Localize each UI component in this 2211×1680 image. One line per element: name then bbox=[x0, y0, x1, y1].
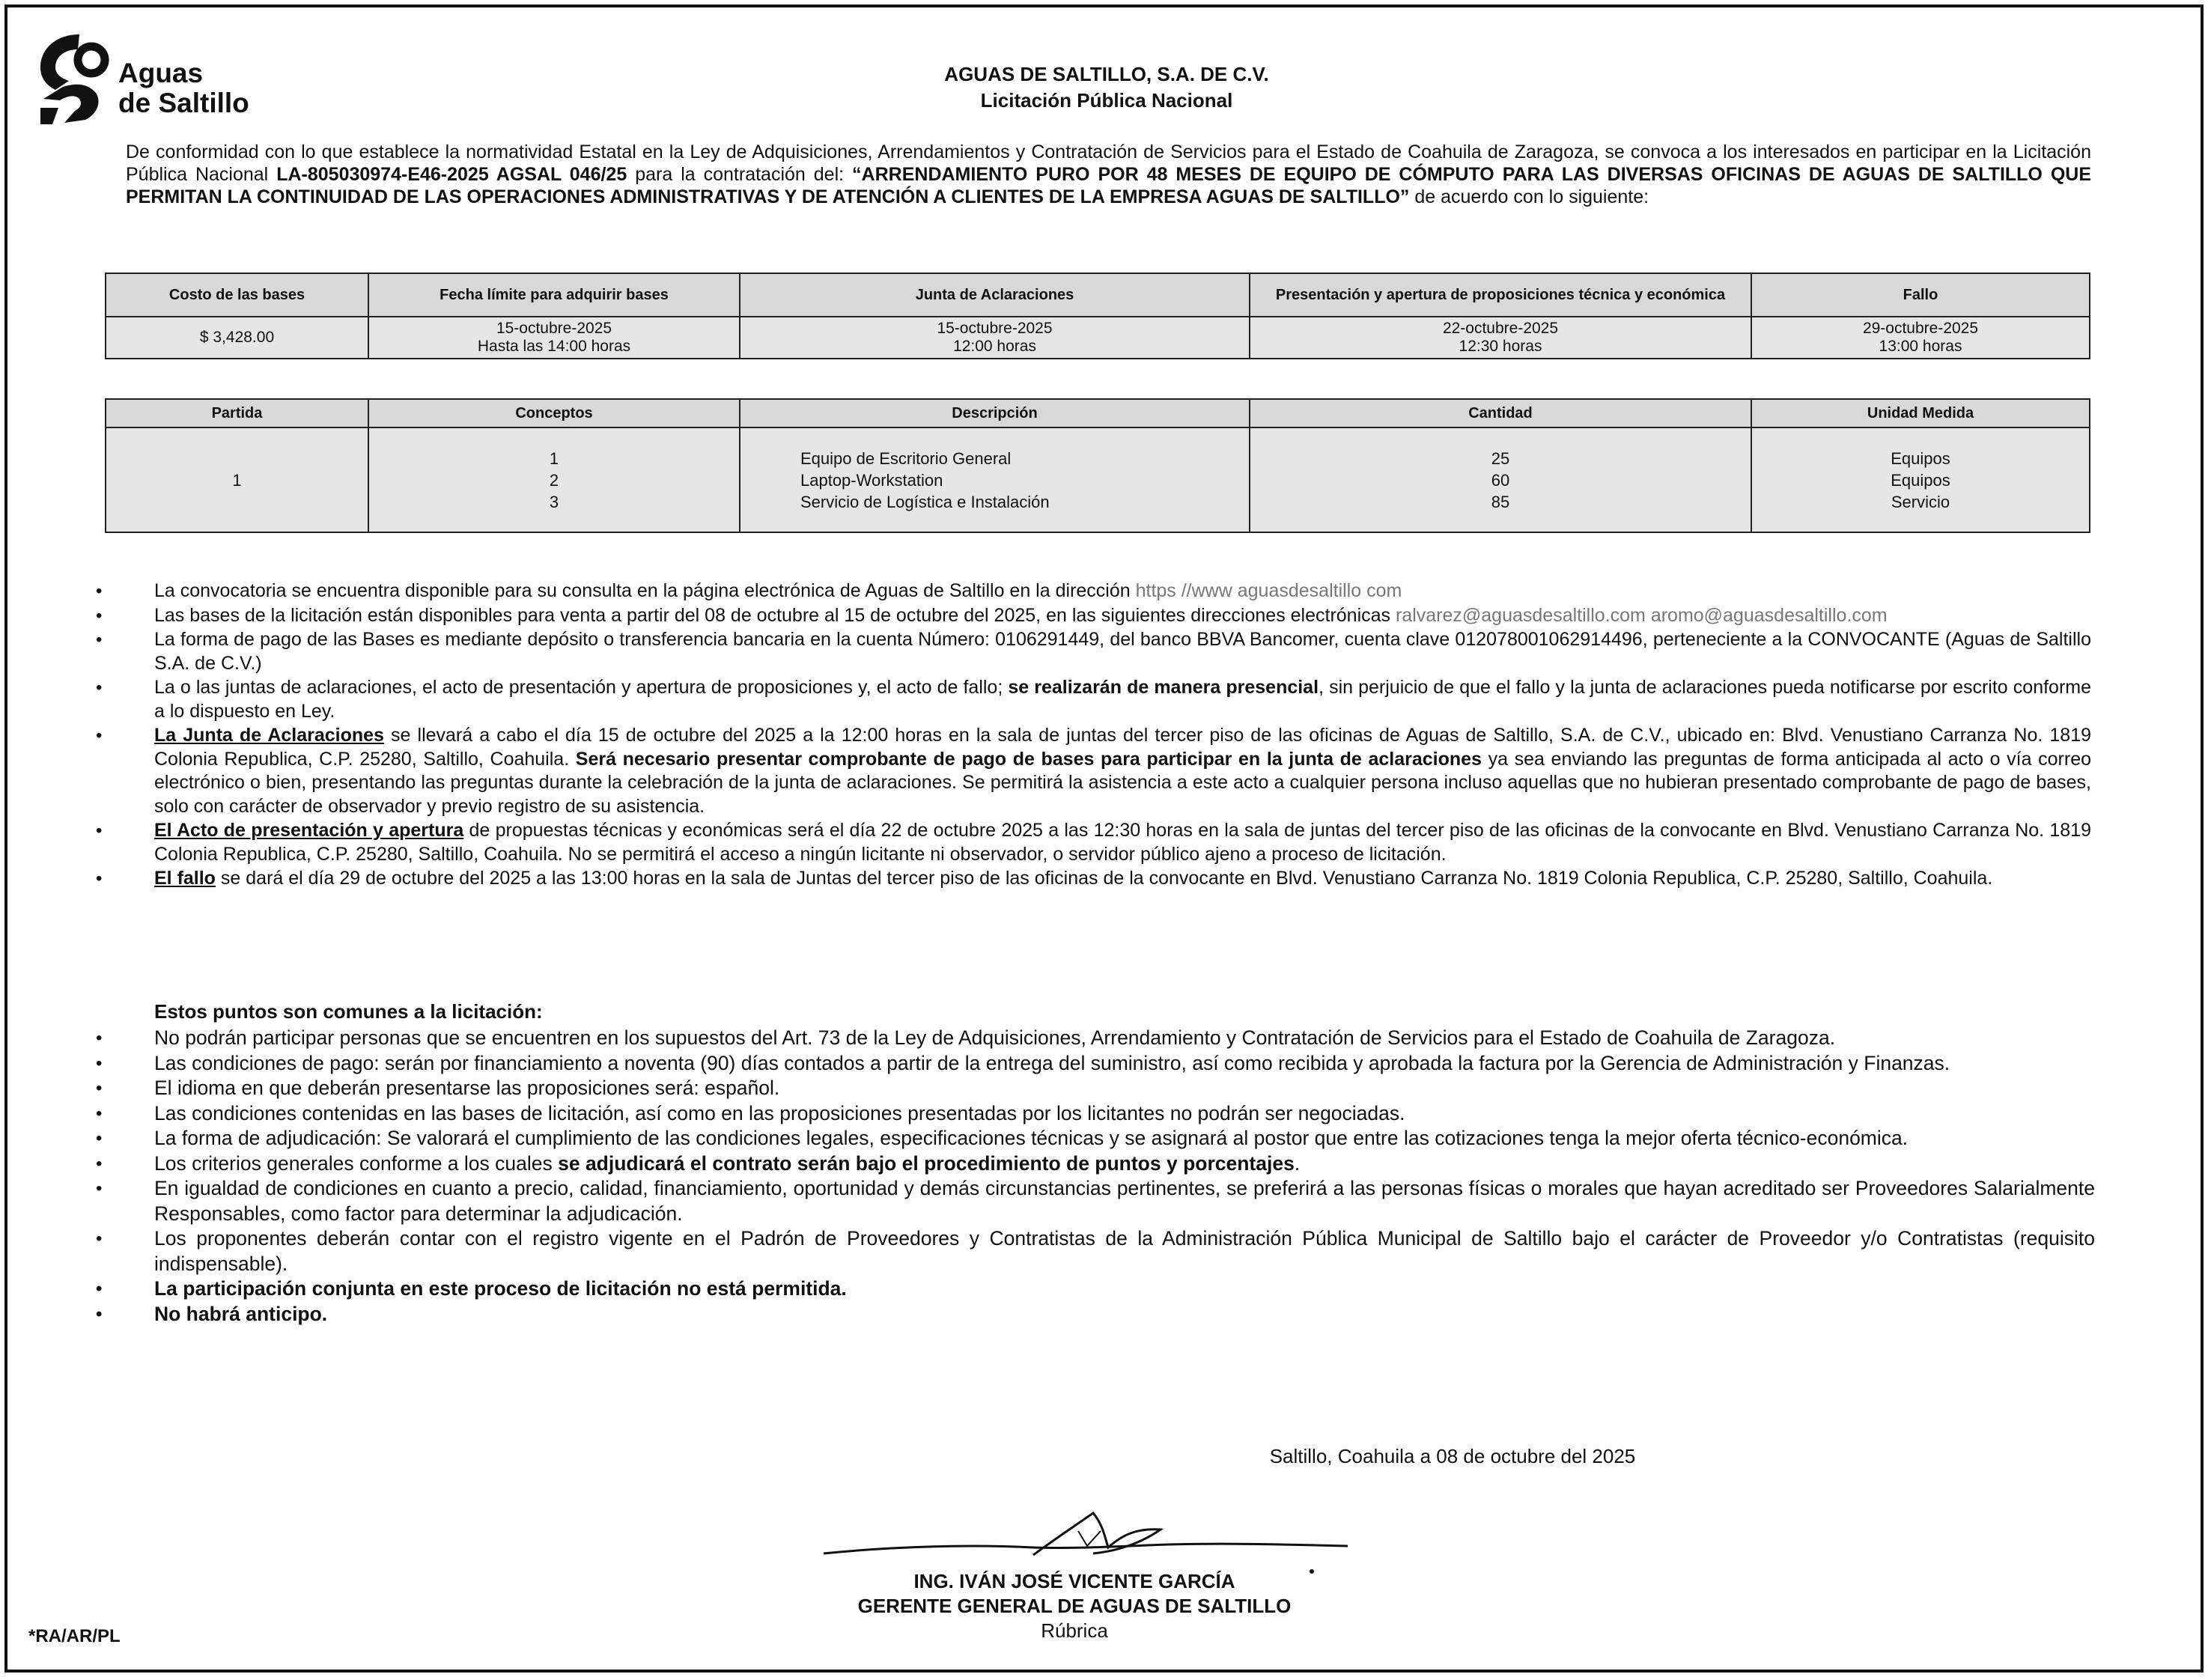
list-item: • El idioma en que deberán presentarse las proposiciones será: español. bbox=[96, 1076, 2095, 1101]
common-points-title: Estos puntos son comunes a la licitación: bbox=[154, 1000, 543, 1023]
header-costo: Costo de las bases bbox=[106, 273, 368, 317]
signer-title: GERENTE GENERAL DE AGUAS DE SALTILLO bbox=[857, 1595, 1292, 1617]
list-item: • La forma de adjudicación: Se valorará el cumplimiento de las condiciones legales, especificaciones técnicas y se asignará al postor que entre las cotizaciones tenga la mejor oferta técnico-económica. bbox=[96, 1126, 2095, 1151]
list-item bbox=[96, 1151, 2095, 1177]
bullet-text: se llevará a cabo el día 15 de octubre del 2025 a la 12:00 horas en la sala de juntas del tercer piso de las oficinas de Aguas de Saltillo, S.A. de C.V., ubicado en: Blvd. Venustiano Carranza No. 1819 Colonia Republica, C.P. 25280, Saltillo, Coahuila. bbox=[154, 725, 2092, 770]
schedule-table bbox=[105, 273, 2090, 359]
bullet-heading: El Acto de presentación y apertura bbox=[154, 820, 464, 841]
items-table bbox=[105, 398, 2090, 533]
intro-paragraph bbox=[126, 141, 2091, 208]
email-link-ralvarez[interactable]: ralvarez@aguasdesaltillo.com bbox=[1395, 604, 1646, 626]
bullet-text: La convocatoria se encuentra disponible para su consulta en la página electrónica de Aguas de Saltillo en la dirección bbox=[154, 580, 1136, 601]
intro-text-3: de acuerdo con lo siguiente: bbox=[1409, 186, 1649, 207]
unidad-3: Servicio bbox=[1891, 492, 1950, 511]
schedule-header-row bbox=[106, 273, 2090, 317]
logo-wordmark bbox=[118, 58, 249, 118]
list-item bbox=[96, 867, 2091, 891]
header-partida: Partida bbox=[106, 399, 368, 427]
email-link-aromo[interactable]: aromo@aguasdesaltillo.com bbox=[1650, 604, 1888, 626]
bullet-text: Los criterios generales conforme a los cuales bbox=[154, 1151, 559, 1175]
descripcion-2: Laptop-Workstation bbox=[800, 470, 943, 490]
document-header bbox=[725, 61, 1488, 114]
signer-name: ING. IVÁN JOSÉ VICENTE GARCÍA bbox=[913, 1570, 1235, 1592]
cell-cantidad bbox=[1250, 427, 1751, 532]
cantidad-3: 85 bbox=[1491, 492, 1510, 511]
bullet-text: . bbox=[1294, 1151, 1301, 1175]
header-cantidad: Cantidad bbox=[1250, 399, 1751, 427]
cantidad-1: 25 bbox=[1491, 448, 1510, 468]
logo-line-1: Aguas bbox=[118, 58, 204, 88]
cell-descripcion bbox=[740, 427, 1250, 532]
company-name: AGUAS DE SALTILLO, S.A. DE C.V. bbox=[944, 63, 1269, 85]
list-item: • No habrá anticipo. bbox=[96, 1302, 2095, 1327]
cell-fallo bbox=[1751, 317, 2090, 359]
list-item: • En igualdad de condiciones en cuanto a precio, calidad, financiamiento, oportunidad y demás circunstancias pertinentes, se preferirá a las personas físicas o morales que hayan acreditado ser Proveedores Salarialmente Responsables, como factor para determinar la adjudicación. bbox=[96, 1176, 2095, 1226]
list-item: • La forma de pago de las Bases es mediante depósito o transferencia bancaria en la cuenta Número: 0106291449, del banco BBVA Bancomer, cuenta clave 012078001062914496, perteneciente a la CONVOCANTE (Aguas de Saltillo S.A. de C.V.) bbox=[96, 628, 2091, 675]
list-item: • No podrán participar personas que se encuentren en los supuestos del Art. 73 de la Ley de Adquisiciones, Arrendamiento y Contratación de Servicios para el Estado de Coahuila de Zaragoza. bbox=[96, 1026, 2095, 1051]
header-presentacion: Presentación y apertura de proposiciones técnica y económica bbox=[1250, 273, 1751, 317]
items-header-row bbox=[106, 399, 2090, 427]
unidad-2: Equipos bbox=[1891, 470, 1950, 490]
fallo-date: 29-octubre-2025 bbox=[1862, 320, 1979, 337]
list-item bbox=[96, 724, 2091, 818]
fallo-time: 13:00 horas bbox=[1879, 338, 1962, 355]
header-fecha-limite: Fecha límite para adquirir bases bbox=[368, 273, 740, 317]
cantidad-2: 60 bbox=[1491, 470, 1510, 490]
cell-presentacion bbox=[1250, 317, 1751, 359]
place-and-date: Saltillo, Coahuila a 08 de octubre del 2025 bbox=[1269, 1445, 1636, 1467]
signer-block bbox=[749, 1569, 1400, 1643]
list-item bbox=[96, 604, 2091, 628]
bullet-bold-text: Será necesario presentar comprobante de pago de bases para participar en la junta de aclaraciones bbox=[575, 748, 1482, 770]
tender-id: LA-805030974-E46-2025 AGSAL 046/25 bbox=[276, 164, 627, 185]
contract-object: “ARRENDAMIENTO PURO POR 48 MESES DE EQUIPO DE CÓMPUTO PARA LAS DIVERSAS OFICINAS DE AGUAS DE SALTILLO QUE PERMITAN LA CONTINUIDAD DE LAS OPERACIONES ADMINISTRATIVAS Y DE ATENCIÓN A CLIENTES DE LA EMPRESA AGUAS DE SALTILLO” bbox=[126, 164, 2092, 207]
list-item: • Las condiciones de pago: serán por financiamiento a noventa (90) días contados a partir de la entrega del suministro, así como recibida y aprobada la factura por la Gerencia de Administración y Finanzas. bbox=[96, 1051, 2095, 1077]
cell-conceptos bbox=[368, 427, 740, 532]
concepto-2: 2 bbox=[549, 470, 559, 490]
document-initials: *RA/AR/PL bbox=[28, 1626, 121, 1646]
concepto-3: 3 bbox=[549, 492, 559, 511]
list-item bbox=[96, 579, 2091, 603]
common-points-list bbox=[96, 1026, 2095, 1327]
bullet-heading: La Junta de Aclaraciones bbox=[154, 725, 384, 746]
intro-text-1: De conformidad con lo que establece la normatividad Estatal en la Ley de Adquisiciones, Arrendamientos y Contratación de Servicios para el Estado de Coahuila de Zaragoza, se convoca a los interesados en participar en la Licitación Pública Nacional bbox=[126, 141, 2091, 185]
presentacion-date: 22-octubre-2025 bbox=[1442, 320, 1559, 337]
list-item bbox=[96, 676, 2091, 723]
cell-partida: 1 bbox=[106, 427, 368, 532]
bullet-text: de propuestas técnicas y económicas será el día 22 de octubre 2025 a las 12:30 horas en la sala de juntas del tercer piso de las oficinas de la convocante en Blvd. Venustiano Carranza No. 1819 Colonia Republica, C.P. 25280, Saltillo, Coahuila. No se permitirá el acceso a ningún licitante ni observador, o servidor público ajeno a proceso de licitación. bbox=[154, 820, 2091, 865]
bullet-heading: El fallo bbox=[154, 868, 216, 889]
list-item bbox=[96, 819, 2091, 866]
list-item: • La participación conjunta en este proceso de licitación no está permitida. bbox=[96, 1276, 2095, 1302]
unidad-1: Equipos bbox=[1891, 448, 1950, 468]
bullet-text: ya sea enviando las preguntas de forma anticipada al acto o vía correo electrónico o bien, presentando las preguntas durante la celebración de la junta de aclaraciones. Se permitirá la asistencia a este acto a cualquier persona incluso aquellas que no hubieran presentado comprobante de pago de bases, solo con carácter de observador y previo registro de su asistencia. bbox=[154, 748, 2092, 817]
cell-junta bbox=[740, 317, 1250, 359]
header-fallo: Fallo bbox=[1751, 273, 2090, 317]
cell-fecha-limite bbox=[368, 317, 740, 359]
list-item: • Las condiciones contenidas en las bases de licitación, así como en las proposiciones presentadas por los licitantes no podrán ser negociadas. bbox=[96, 1101, 2095, 1127]
schedule-row bbox=[106, 317, 2090, 359]
items-row bbox=[106, 427, 2090, 532]
descripcion-1: Equipo de Escritorio General bbox=[800, 448, 1012, 468]
cell-unidad bbox=[1751, 427, 2090, 532]
header-conceptos: Conceptos bbox=[368, 399, 740, 427]
bullet-text: , sin perjuicio de que el fallo y la junta de aclaraciones pueda notificarse por escrito conforme a lo dispuesto en Ley. bbox=[154, 677, 2092, 722]
list-item: • Los proponentes deberán contar con el registro vigente en el Padrón de Proveedores y Contratistas de la Administración Pública Municipal de Saltillo bajo el carácter de Proveedor y/o Contratistas (requisito indispensable). bbox=[96, 1226, 2095, 1276]
junta-date: 15-octubre-2025 bbox=[937, 320, 1053, 337]
bullet-bold-text: se realizarán de manera presencial bbox=[1008, 677, 1319, 698]
presentacion-time: 12:30 horas bbox=[1459, 338, 1542, 355]
header-unidad: Unidad Medida bbox=[1751, 399, 2090, 427]
header-junta: Junta de Aclaraciones bbox=[740, 273, 1250, 317]
bullet-text: Las bases de la licitación están disponibles para venta a partir del 08 de octubre al 15 de octubre del 2025, en las siguientes direcciones electrónicas bbox=[154, 604, 1396, 626]
cost-value: $ 3,428.00 bbox=[199, 329, 275, 346]
concepto-1: 1 bbox=[549, 448, 559, 468]
bullet-text: se dará el día 29 de octubre del 2025 a las 13:00 horas en la sala de Juntas del tercer piso de las oficinas de la convocante en Blvd. Venustiano Carranza No. 1819 Colonia Republica, C.P. 25280, Saltillo, Coahuila. bbox=[215, 868, 1993, 889]
cell-costo bbox=[106, 317, 368, 359]
logo-line-2: de Saltillo bbox=[118, 88, 249, 118]
rubrica-label: Rúbrica bbox=[1041, 1619, 1108, 1642]
notice-bullets bbox=[96, 579, 2091, 892]
header-descripcion: Descripción bbox=[740, 399, 1250, 427]
deadline-time: Hasta las 14:00 horas bbox=[477, 338, 631, 355]
bullet-text: La o las juntas de aclaraciones, el acto de presentación y apertura de proposiciones y, el acto de fallo; bbox=[154, 677, 1009, 698]
document-subtitle: Licitación Pública Nacional bbox=[980, 89, 1233, 112]
descripcion-3: Servicio de Logística e Instalación bbox=[800, 492, 1050, 511]
deadline-date: 15-octubre-2025 bbox=[496, 320, 612, 337]
website-link[interactable]: https //www aguasdesaltillo com bbox=[1135, 580, 1402, 601]
intro-text-2: para la contratación del: bbox=[627, 164, 853, 185]
bullet-bold-text: se adjudicará el contrato serán bajo el procedimiento de puntos y porcentajes bbox=[558, 1151, 1295, 1175]
junta-time: 12:00 horas bbox=[953, 338, 1036, 355]
